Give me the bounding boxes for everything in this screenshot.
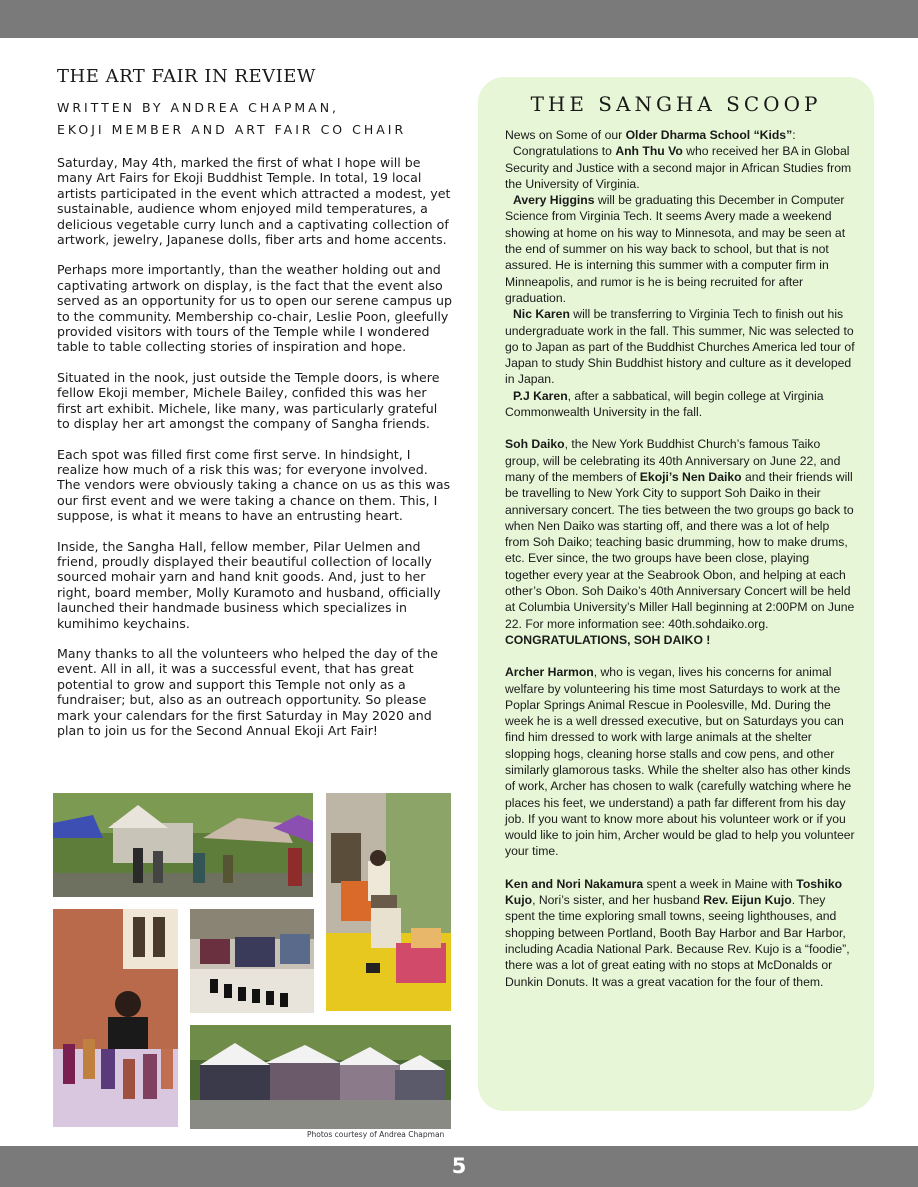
scoop-nakamura: Ken and Nori Nakamura spent a week in Maine with Toshiko Kujo, Nori’s sister, and her husband Rev. Eijun Kujo. They spent the time exploring small towns, seeing lighthouses, and shopping between Portland, Booth Bay Harbor and Bar Harbor, including Acadia National Park. Because Rev. Kujo is a “foodie”, there was a lot of great eating with no stops at McDonalds or Dunkin Donuts. It was a great vacation for the four of them. [505, 876, 850, 989]
byline-author: WRITTEN BY ANDREA CHAPMAN, [57, 100, 340, 115]
scoop-body [505, 127, 855, 990]
article-paragraph: Perhaps more importantly, than the weather holding out and captivating artwork on display, is the fact that the event also served as an opportunity for us to open our serene campus up to the community. Membership co-chair, Leslie Poon, gleefully provided visitors with tours of the Temple while I wondered table to table collecting stories of inspiration and hope. [57, 262, 452, 355]
photo-display-table [190, 909, 314, 1013]
scoop-anh: Congratulations to Anh Thu Vo who received her BA in Global Security and Justice with a second major in African Studies from the University of Virginia. [505, 144, 852, 191]
scoop-archer: Archer Harmon, who is vegan, lives his concerns for animal welfare by volunteering his time most Saturdays to work at the Poplar Springs Animal Rescue in Poolesville, Md. During the week he is a well dressed executive, but on Saturdays you can find him dressed to work with large animals at the shelter slopping hogs, cleaning horse stalls and cow pens, and other similarly glamorous tasks. While the shelter also has other kinds of work, Archer has chosen to walk (carefully watching where he places his feet, we understand) a path far different from his day job. If you want to know more about his volunteer work or if you would like to join him, Archer would be glad to help you volunteer your time. [505, 665, 855, 859]
scoop-congrats: CONGRATULATIONS, SOH DAIKO ! [505, 632, 711, 647]
article-byline [57, 97, 453, 141]
byline-role: EKOJI MEMBER AND ART FAIR CO CHAIR [57, 122, 407, 137]
top-bar [0, 0, 918, 38]
scoop-avery: Avery Higgins will be graduating this December in Computer Science from Virginia Tech. It seems Avery made a weekend showing at home on his way to Minnesota, and may be seen at the end of summer on his way back to school, but that is not assured. He is interning this summer with a computer firm in Minneapolis, and rumor is he is being recruited for after graduation. [505, 193, 846, 305]
photo-white-tents [190, 1025, 451, 1129]
article-paragraph: Many thanks to all the volunteers who helped the day of the event. All in all, it was a successful event, that has great potential to grow and support this Temple not only as a fundraiser; but, also as an outreach opportunity. So please mark your calendars for the first Saturday in May 2020 and plan to join us for the Second Annual Ekoji Art Fair! [57, 645, 438, 738]
art-fair-article [57, 66, 453, 753]
scoop-soh-daiko: Soh Daiko, the New York Buddhist Church’s famous Taiko group, will be celebrating its 40th Anniversary on June 22, and many of the members of Ekoji’s Nen Daiko and their friends will be travelling to New York City to support Soh Daiko in their anniversary concert. The ties between the two groups go back to when Nen Daiko was starting off, and there was a lot of help from Soh Daiko; teaching basic drumming, how to make drums, etc. Ever since, the two groups have been close, playing together every year at the Seabrook Obon, and helping at each other’s Obon. Soh Daiko’s 40th Anniversary Concert will be held at Columbia University’s Miller Hall beginning at 2:00PM on June 22. For more information see: 40th.sohdaiko.org. [505, 437, 855, 631]
sangha-scoop-box [478, 77, 874, 1111]
scoop-title: THE SANGHA SCOOP [530, 92, 822, 116]
photo-collage [53, 793, 451, 1139]
article-paragraph: Inside, the Sangha Hall, fellow member, Pilar Uelmen and friend, proudly displayed their beautiful collection of locally sourced mohair yarn and hand knit goods. And, just to her right, board member, Molly Kuramoto and husband, officially launched their handmade business which specializes in kumihimo keychains. [57, 538, 441, 631]
photo-jewelry-vendor [53, 909, 178, 1127]
photo-artist-table [326, 793, 451, 1011]
scoop-nic: Nic Karen will be transferring to Virginia Tech to finish out his undergraduate work in the fall. This summer, Nic was selected to go to Japan as part of the Buddhist Churches America led tour of Japan to study Shin Buddhist history and culture as it developed in Japan. [505, 307, 855, 387]
article-paragraph: Situated in the nook, just outside the Temple doors, is where fellow Ekoji member, Michele Bailey, confided this was her first art exhibit. Michele, like many, was particularly grateful to display her art amongst the company of Sangha friends. [57, 369, 440, 432]
photo-credit: Photos courtesy of Andrea Chapman [307, 1130, 445, 1139]
article-title: THE ART FAIR IN REVIEW [57, 66, 316, 87]
page-number: 5 [0, 1146, 918, 1187]
article-paragraph: Saturday, May 4th, marked the first of what I hope will be many Art Fairs for Ekoji Buddhist Temple. In total, 19 local artists participated in the event which attracted a modest, yet sustainable, audience whom enjoyed mild temperatures, a delicious vegetable curry lunch and a captivating collection of artwork, jewelry, Japanese dolls, fiber arts and home accents. [57, 155, 451, 248]
scoop-intro: News on Some of our Older Dharma School “Kids”: [505, 128, 796, 142]
scoop-pj: P.J Karen, after a sabbatical, will begin college at Virginia Commonwealth University in the fall. [505, 388, 824, 420]
article-paragraph: Each spot was filled first come first serve. In hindsight, I realize how much of a risk this was; for everyone involved. The vendors were obviously taking a chance on us as this was our first event and we were taking a chance on them. This, I suppose, is what it means to have an entrusting heart. [57, 446, 451, 524]
photo-tents-crowd [53, 793, 313, 897]
